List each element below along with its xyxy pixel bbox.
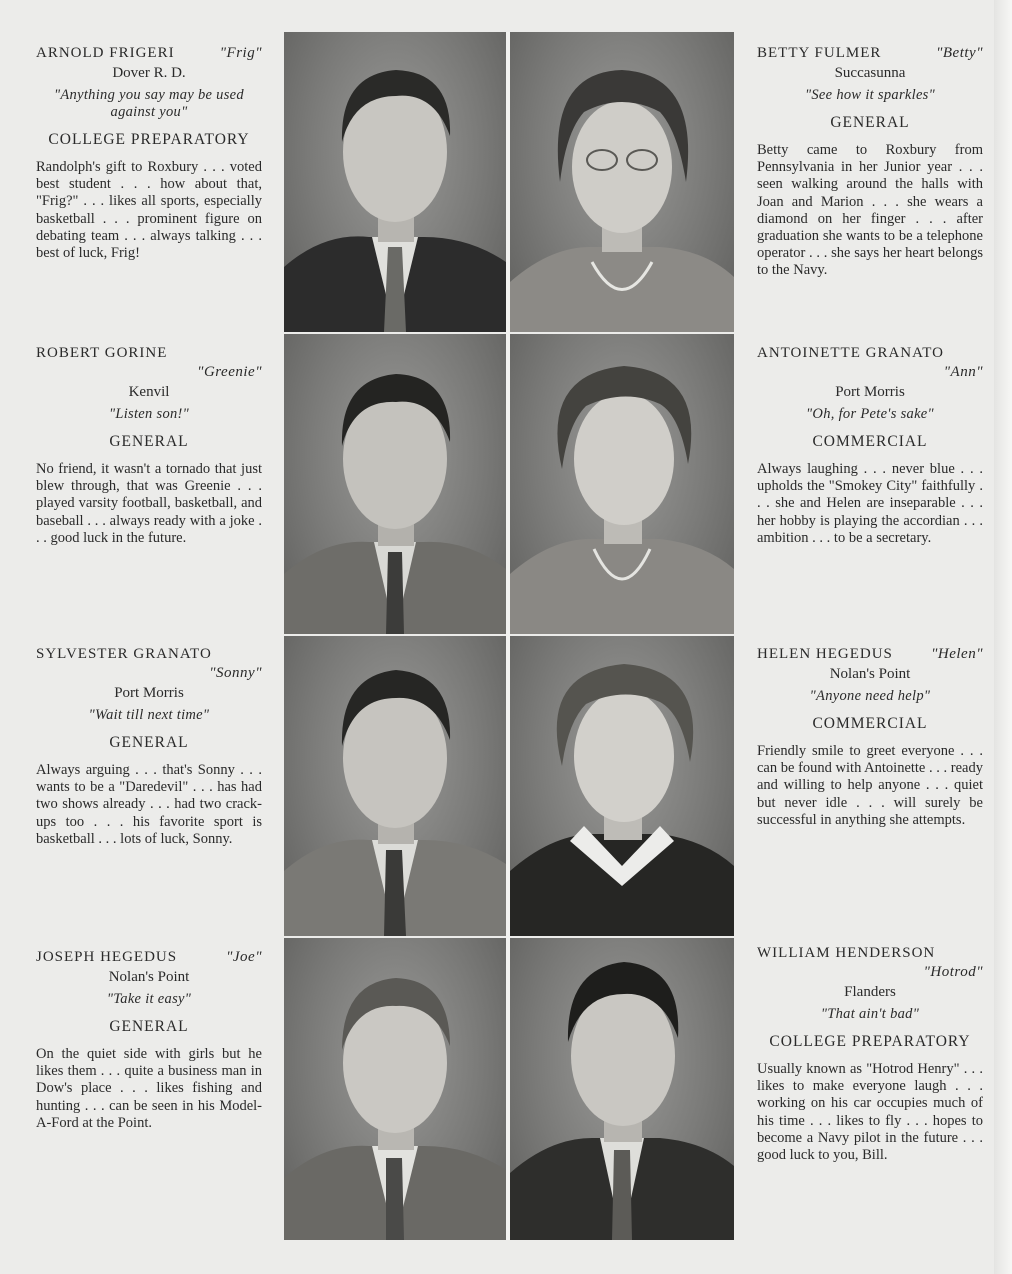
name-row bbox=[36, 44, 262, 63]
student-entry-sylvester-granato bbox=[36, 645, 262, 848]
student-name: JOSEPH HEGEDUS bbox=[36, 949, 178, 965]
name-row bbox=[36, 645, 262, 683]
portrait-photo-sylvester-granato bbox=[284, 636, 506, 936]
student-hometown: Nolan's Point bbox=[829, 666, 911, 682]
student-entry-helen-hegedus bbox=[757, 645, 983, 829]
student-motto: "Take it easy" bbox=[106, 991, 192, 1007]
student-motto: "Anything you say may be used against you" bbox=[54, 87, 244, 120]
student-hometown: Kenvil bbox=[128, 384, 170, 400]
student-hometown: Dover R. D. bbox=[112, 65, 186, 81]
name-row bbox=[757, 645, 983, 664]
student-course: COLLEGE PREPARATORY bbox=[769, 1033, 971, 1050]
portrait-photo-antoinette-granato bbox=[510, 334, 734, 634]
student-hometown: Port Morris bbox=[114, 685, 184, 701]
portrait-photo-joseph-hegedus bbox=[284, 938, 506, 1240]
portrait-photo-betty-fulmer bbox=[510, 32, 734, 332]
student-hometown: Succasunna bbox=[834, 65, 906, 81]
student-bio: Always arguing . . . that's Sonny . . . wants to be a "Daredevil" . . . has had two shows already . . . had two crack-ups too . . . his favorite sport is basketball . . . lots of luck, Sonny. bbox=[36, 762, 262, 847]
student-bio: Randolph's gift to Roxbury . . . voted best student . . . how about that, "Frig?" . . . likes all sports, especially basketball . . . prominent figure on debating team . . . always talking . . . best of luck, Frig! bbox=[36, 159, 262, 262]
student-course: COMMERCIAL bbox=[812, 715, 928, 732]
student-bio: Betty came to Roxbury from Pennsylvania in her Junior year . . . seen walking around the halls with Joan and Marion . . . she wears a diamond on her finger . . . after graduation she wants to be a telephone operator . . . she says her heart belongs to the Navy. bbox=[757, 142, 983, 279]
student-entry-betty-fulmer bbox=[757, 44, 983, 280]
student-name: ANTOINETTE GRANATO bbox=[757, 345, 945, 361]
student-nickname: "Betty" bbox=[936, 45, 983, 61]
student-course: GENERAL bbox=[109, 433, 189, 450]
portrait-photo-william-henderson bbox=[510, 938, 734, 1240]
student-motto: "Oh, for Pete's sake" bbox=[806, 406, 934, 422]
student-nickname: "Sonny" bbox=[209, 665, 262, 681]
student-hometown: Nolan's Point bbox=[108, 969, 190, 985]
portrait-photo-arnold-frigeri bbox=[284, 32, 506, 332]
student-entry-william-henderson bbox=[757, 944, 983, 1164]
student-bio: On the quiet side with girls but he likes them . . . quite a business man in Dow's place . . . likes fishing and hunting . . . can be seen in his Model-A-Ford at the Point. bbox=[36, 1046, 262, 1131]
student-course: GENERAL bbox=[830, 114, 910, 131]
student-nickname: "Greenie" bbox=[197, 364, 262, 380]
photo-divider bbox=[506, 32, 510, 1240]
name-row bbox=[36, 344, 262, 382]
student-nickname: "Joe" bbox=[226, 949, 262, 965]
student-name: ROBERT GORINE bbox=[36, 345, 168, 361]
student-motto: "Wait till next time" bbox=[88, 707, 210, 723]
student-nickname: "Helen" bbox=[931, 646, 983, 662]
student-name: BETTY FULMER bbox=[757, 45, 882, 61]
student-course: COLLEGE PREPARATORY bbox=[48, 131, 250, 148]
page-edge bbox=[994, 0, 1012, 1274]
name-row bbox=[757, 44, 983, 63]
student-entry-antoinette-granato bbox=[757, 344, 983, 547]
portrait-photo-helen-hegedus bbox=[510, 636, 734, 936]
student-hometown: Port Morris bbox=[835, 384, 905, 400]
student-motto: "See how it sparkles" bbox=[804, 87, 936, 103]
student-name: SYLVESTER GRANATO bbox=[36, 646, 212, 662]
student-bio: No friend, it wasn't a tornado that just blew through, that was Greenie . . . played varsity football, basketball, and baseball . . . always ready with a joke . . . good luck in the future. bbox=[36, 461, 262, 546]
student-course: COMMERCIAL bbox=[812, 433, 928, 450]
student-course: GENERAL bbox=[109, 734, 189, 751]
student-motto: "Anyone need help" bbox=[809, 688, 931, 704]
student-nickname: "Ann" bbox=[943, 364, 983, 380]
student-nickname: "Hotrod" bbox=[923, 964, 983, 980]
name-row bbox=[757, 344, 983, 382]
student-nickname: "Frig" bbox=[219, 45, 262, 61]
student-hometown: Flanders bbox=[844, 984, 896, 1000]
student-course: GENERAL bbox=[109, 1018, 189, 1035]
student-motto: "That ain't bad" bbox=[820, 1006, 920, 1022]
student-bio: Always laughing . . . never blue . . . upholds the "Smokey City" faithfully . . . she and Helen are inseparable . . . her hobby is playing the accordian . . . ambition . . . to be a secretary. bbox=[757, 461, 983, 546]
student-motto: "Listen son!" bbox=[108, 406, 190, 422]
portrait-photo-robert-gorine bbox=[284, 334, 506, 634]
student-name: WILLIAM HENDERSON bbox=[757, 945, 936, 961]
student-name: ARNOLD FRIGERI bbox=[36, 45, 175, 61]
student-entry-joseph-hegedus bbox=[36, 948, 262, 1132]
student-bio: Usually known as "Hotrod Henry" . . . likes to make everyone laugh . . . working on his car occupies much of his time . . . likes to fly . . . hopes to become a Navy pilot in the future . . . good luck to you, Bill. bbox=[757, 1061, 983, 1164]
student-bio: Friendly smile to greet everyone . . . can be found with Antoinette . . . ready and willing to help anyone . . . quiet but never idle . . . will surely be successful in anything she attempts. bbox=[757, 743, 983, 828]
student-name: HELEN HEGEDUS bbox=[757, 646, 893, 662]
student-entry-robert-gorine bbox=[36, 344, 262, 547]
name-row bbox=[36, 948, 262, 967]
name-row bbox=[757, 944, 983, 982]
student-entry-arnold-frigeri bbox=[36, 44, 262, 262]
